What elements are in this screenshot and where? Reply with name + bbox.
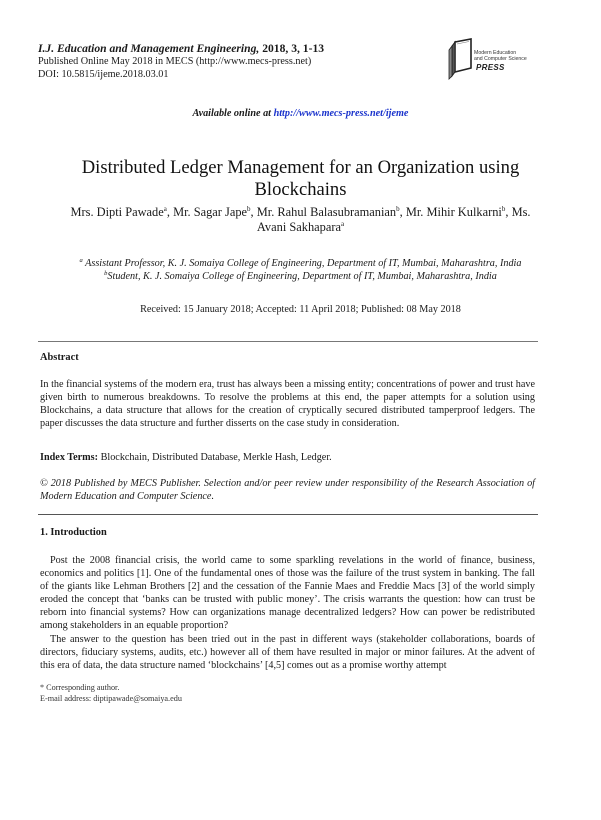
journal-title: I.J. Education and Management Engineering, xyxy=(38,42,260,55)
introduction-body xyxy=(40,554,535,672)
affiliation-a xyxy=(0,258,601,271)
paper-title xyxy=(40,157,561,200)
author-list xyxy=(30,205,571,234)
title-line-1: Distributed Ledger Management for an Organization using xyxy=(81,157,520,178)
available-online xyxy=(0,108,601,119)
available-label: Available online at xyxy=(192,108,272,119)
author-title-fragment: Ms. xyxy=(511,205,531,219)
journal-header xyxy=(38,42,324,81)
author: Mr. Rahul Balasubramanian xyxy=(256,205,397,219)
affiliation-text: Assistant Professor, K. J. Somaiya College of Engineering, Department of IT, Mumbai, Maharashtra, India xyxy=(85,258,522,269)
copyright-notice: © 2018 Published by MECS Publisher. Selection and/or peer review under responsibility of the Research Association of Modern Education and Computer Science. xyxy=(40,478,535,503)
author-affil-sup: a xyxy=(163,205,167,213)
author-affil-sup: b xyxy=(396,205,400,213)
book-icon xyxy=(447,38,475,80)
corresponding-author-note: * Corresponding author. xyxy=(40,683,120,692)
publisher-logo xyxy=(447,38,537,80)
affiliation-text: Student, K. J. Somaiya College of Engineering, Department of IT, Mumbai, Maharashtra, India xyxy=(107,270,497,282)
journal-url-link[interactable]: http://www.mecs-press.net/ijeme xyxy=(273,108,409,119)
affiliations xyxy=(0,258,601,283)
title-line-2: Blockchains xyxy=(254,178,347,200)
corresponding-email: E-mail address: diptipawade@somaiya.edu xyxy=(40,693,182,703)
journal-name xyxy=(38,42,324,56)
author: Avani Sakhapara xyxy=(256,219,341,234)
separator: , xyxy=(166,205,174,219)
index-terms-values: Blockchain, Distributed Database, Merkle Hash, Ledger. xyxy=(100,452,332,463)
author-affil-sup: a xyxy=(340,219,345,228)
separator: , xyxy=(505,205,512,219)
separator: , xyxy=(399,205,406,219)
author: Mrs. Dipti Pawade xyxy=(70,205,164,219)
published-online-line: Published Online May 2018 in MECS (http://www.mecs-press.net) xyxy=(38,56,312,67)
index-terms xyxy=(40,451,535,464)
affiliation-sup: b xyxy=(104,269,108,277)
author-affil-sup: b xyxy=(247,205,251,213)
paragraph: The answer to the question has been tried out in the past in different ways (stakeholder collaborations, boards of directors, fiduciary systems, audits, etc.) however all of them have resulted in major or minor failures. At the advent of this era of data, the data structure named ‘blockchains’ [4,5] comes out as a promise worthy attempt xyxy=(40,633,535,671)
publication-dates: Received: 15 January 2018; Accepted: 11 April 2018; Published: 08 May 2018 xyxy=(140,304,461,315)
authors-line-1 xyxy=(30,205,571,220)
paragraph: Post the 2008 financial crisis, the world came to some sparkling revelations in the world of finance, business, economics and politics [1]. One of the fundamental ones of those was the failure of the trust system in banking. The fall of the giants like Lehman Brothers [2] and the cessation of the Fannie Maes and Freddie Macs [3] of the world simply eroded the concept that ‘banks can be trusted with public money’. The crisis warrants the question: how can trust be reborn into financial systems? How can organizations manage decentralized ledgers? How can power be redistributed among stakeholders in an equable proportion? xyxy=(40,555,535,632)
footnote xyxy=(40,683,182,704)
logo-press: PRESS xyxy=(476,63,505,72)
logo-line-1: Modern Education xyxy=(474,50,517,56)
divider-top xyxy=(38,341,538,342)
author: Mr. Mihir Kulkarni xyxy=(405,205,502,219)
author: Mr. Sagar Jape xyxy=(173,205,248,219)
authors-line-2 xyxy=(30,220,571,235)
doi-line: DOI: 10.5815/ijeme.2018.03.01 xyxy=(38,68,169,80)
author-affil-sup: b xyxy=(501,205,506,213)
separator: , xyxy=(250,205,257,219)
affiliation-sup: a xyxy=(79,257,83,264)
divider-bottom xyxy=(38,514,538,515)
journal-issue: 2018, 3, 1-13 xyxy=(262,42,325,55)
affiliation-b xyxy=(0,271,601,284)
abstract-text: In the financial systems of the modern era, trust has always been a missing entity; concentrations of power and trust have given birth to numerous breakdowns. To resolve the problems at this end, the paper attempts for a solution using Blockchains, a data structure that allows for the creation of cryptically secured distributed tamperproof ledgers. The paper discusses the data structure and further disserts on the case study in consideration. xyxy=(40,379,535,430)
abstract-heading: Abstract xyxy=(40,352,79,363)
introduction-heading: 1. Introduction xyxy=(40,527,107,538)
logo-line-2: and Computer Science xyxy=(474,55,527,62)
index-terms-label: Index Terms: xyxy=(40,452,99,463)
logo-text xyxy=(474,51,527,63)
